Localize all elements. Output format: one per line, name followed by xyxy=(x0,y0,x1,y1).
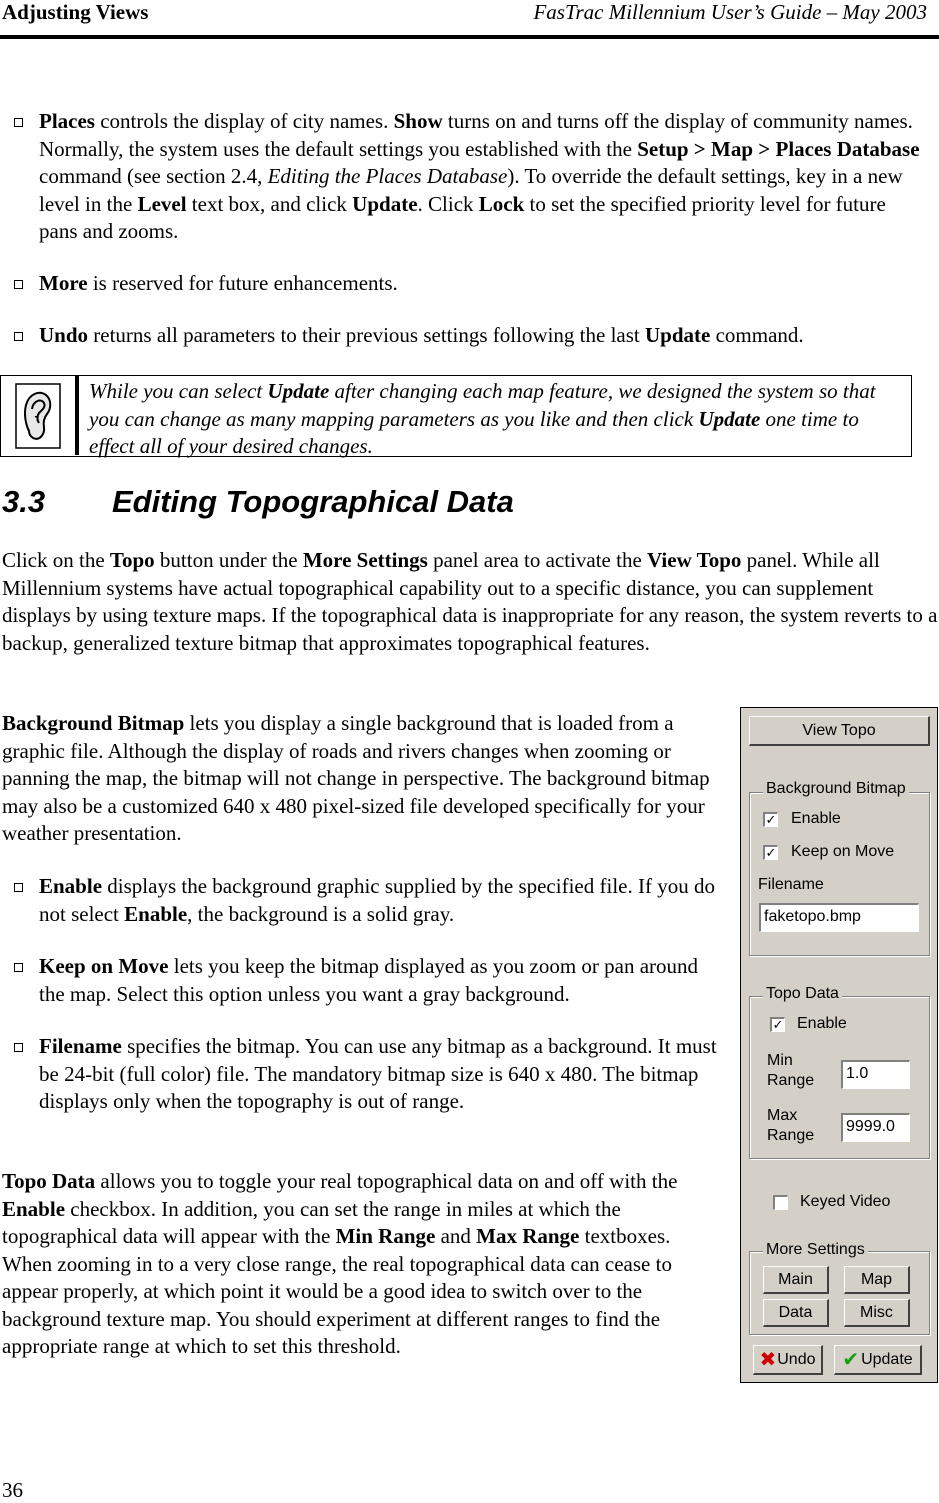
checkbox-bullet-icon xyxy=(14,883,23,892)
bullet-enable xyxy=(2,873,722,928)
min-range-input[interactable]: 1.0 xyxy=(841,1060,910,1089)
checkmark-icon: ✓ xyxy=(765,812,777,827)
max-range-label xyxy=(767,1106,814,1146)
update-label: Update xyxy=(861,1350,913,1368)
keep-on-move-label: Keep on Move xyxy=(791,843,895,860)
bullet-text: Undo returns all parameters to their previous settings following the last Update command. xyxy=(39,323,804,347)
checkmark-icon: ✓ xyxy=(772,1017,784,1032)
misc-button[interactable]: Misc xyxy=(844,1299,910,1327)
map-button[interactable]: Map xyxy=(844,1266,910,1294)
view-topo-button[interactable]: View Topo xyxy=(749,716,930,746)
background-bitmap-group-label: Background Bitmap xyxy=(763,780,909,798)
bg-enable-label: Enable xyxy=(791,810,841,827)
note-box xyxy=(0,375,912,457)
running-header-section: Adjusting Views xyxy=(2,0,149,24)
min-label-line-1: Min xyxy=(767,1052,793,1069)
max-range-input[interactable]: 9999.0 xyxy=(841,1113,910,1142)
topo-data-paragraph: Topo Data allows you to toggle your real topographical data on and off with the Enable checkbox. In addition, you can set the range in miles at which the topographical data will appear with the Min Range and Max Range textboxes. When zooming in to a very close range, the real topographical data can cease to appear properly, at which point it would be a good idea to switch over to the background texture map. You should experiment at different ranges to find the appropriate range at which to set this threshold. xyxy=(2,1169,678,1358)
red-x-icon: ✖ xyxy=(759,1349,777,1371)
more-settings-group-label: More Settings xyxy=(763,1241,868,1259)
bullet-places xyxy=(2,108,922,246)
bg-enable-checkbox[interactable] xyxy=(763,812,778,827)
note-text: While you can select Update after changing each map feature, we designed the system so that you can change as many mapping parameters as you like and then click Update one time to effect all of your desired changes. xyxy=(89,379,876,458)
section-title: Editing Topographical Data xyxy=(112,484,514,519)
intro-paragraph: Click on the Topo button under the More Settings panel area to activate the View Topo panel. While all Millennium systems have actual topographical capability out to a specific distance, you can supplement displays by using texture maps. If the topographical data is inappropriate for any reason, the system reverts to a backup, generalized texture bitmap that approximates topographical features. xyxy=(2,548,938,655)
min-range-label xyxy=(767,1051,814,1091)
bullet-text: Enable displays the background graphic supplied by the specified file. If you do not select Enable, the background is a solid gray. xyxy=(39,874,715,926)
main-button[interactable]: Main xyxy=(763,1266,829,1294)
section-heading xyxy=(2,484,514,520)
view-topo-panel xyxy=(740,707,938,1383)
bullet-filename xyxy=(2,1033,722,1116)
keep-on-move-checkbox[interactable] xyxy=(763,845,778,860)
checkbox-bullet-icon xyxy=(14,963,23,972)
filename-label: Filename xyxy=(758,876,824,893)
checkmark-icon: ✓ xyxy=(765,845,777,860)
note-icon-cell xyxy=(1,376,79,455)
topo-enable-checkbox[interactable] xyxy=(770,1017,785,1032)
topo-enable-label: Enable xyxy=(797,1015,847,1032)
header-rule xyxy=(0,35,939,39)
bullet-text: Filename specifies the bitmap. You can use any bitmap as a background. It must be 24-bit (full color) file. The mandatory bitmap size is 640 x 480. The bitmap displays only when the topography is out of range. xyxy=(39,1034,717,1113)
checkbox-bullet-icon xyxy=(14,118,23,127)
bullet-text: Keep on Move lets you keep the bitmap displayed as you zoom or pan around the map. Select this option unless you want a gray background. xyxy=(39,954,699,1006)
checkbox-bullet-icon xyxy=(14,332,23,341)
bullet-text: More is reserved for future enhancements. xyxy=(39,271,398,295)
data-button[interactable]: Data xyxy=(763,1299,829,1327)
checkbox-bullet-icon xyxy=(14,280,23,289)
bullet-text: Places controls the display of city names. Show turns on and turns off the display of community names. Normally, the system uses the default settings you established with the Setup > Map > Places Database command (see section 2.4, Editing the Places Database). To override the default settings, key in a new level in the Level text box, and click Update. Click Lock to set the specified priority level for future pans and zooms. xyxy=(39,109,920,243)
section-number: 3.3 xyxy=(2,484,46,519)
bullet-more xyxy=(2,270,922,298)
ear-icon xyxy=(15,383,61,449)
filename-input[interactable]: faketopo.bmp xyxy=(759,903,919,932)
bullet-undo xyxy=(2,322,922,350)
page-number: 36 xyxy=(2,1478,23,1502)
checkbox-bullet-icon xyxy=(14,1043,23,1052)
update-button[interactable] xyxy=(834,1345,922,1375)
undo-label: Undo xyxy=(777,1350,816,1368)
keyed-video-label: Keyed Video xyxy=(800,1193,891,1210)
topo-data-group-label: Topo Data xyxy=(763,985,842,1003)
min-label-line-2: Range xyxy=(767,1072,815,1089)
running-header-title: FasTrac Millennium User’s Guide – May 2003 xyxy=(533,0,927,24)
bullet-keep-on-move xyxy=(2,953,722,1008)
max-label-line-2: Range xyxy=(767,1127,815,1144)
max-label-line-1: Max xyxy=(767,1107,798,1124)
undo-button[interactable] xyxy=(753,1345,823,1375)
background-bitmap-paragraph: Background Bitmap lets you display a single background that is loaded from a graphic file. Although the display of roads and rivers changes when zooming or panning the map, the bitmap will not change in perspective. The background bitmap may also be a customized 640 x 480 pixel-sized file developed specifically for your weather presentation. xyxy=(2,711,710,845)
keyed-video-checkbox[interactable] xyxy=(773,1195,788,1210)
green-check-icon: ✔ xyxy=(842,1349,860,1371)
